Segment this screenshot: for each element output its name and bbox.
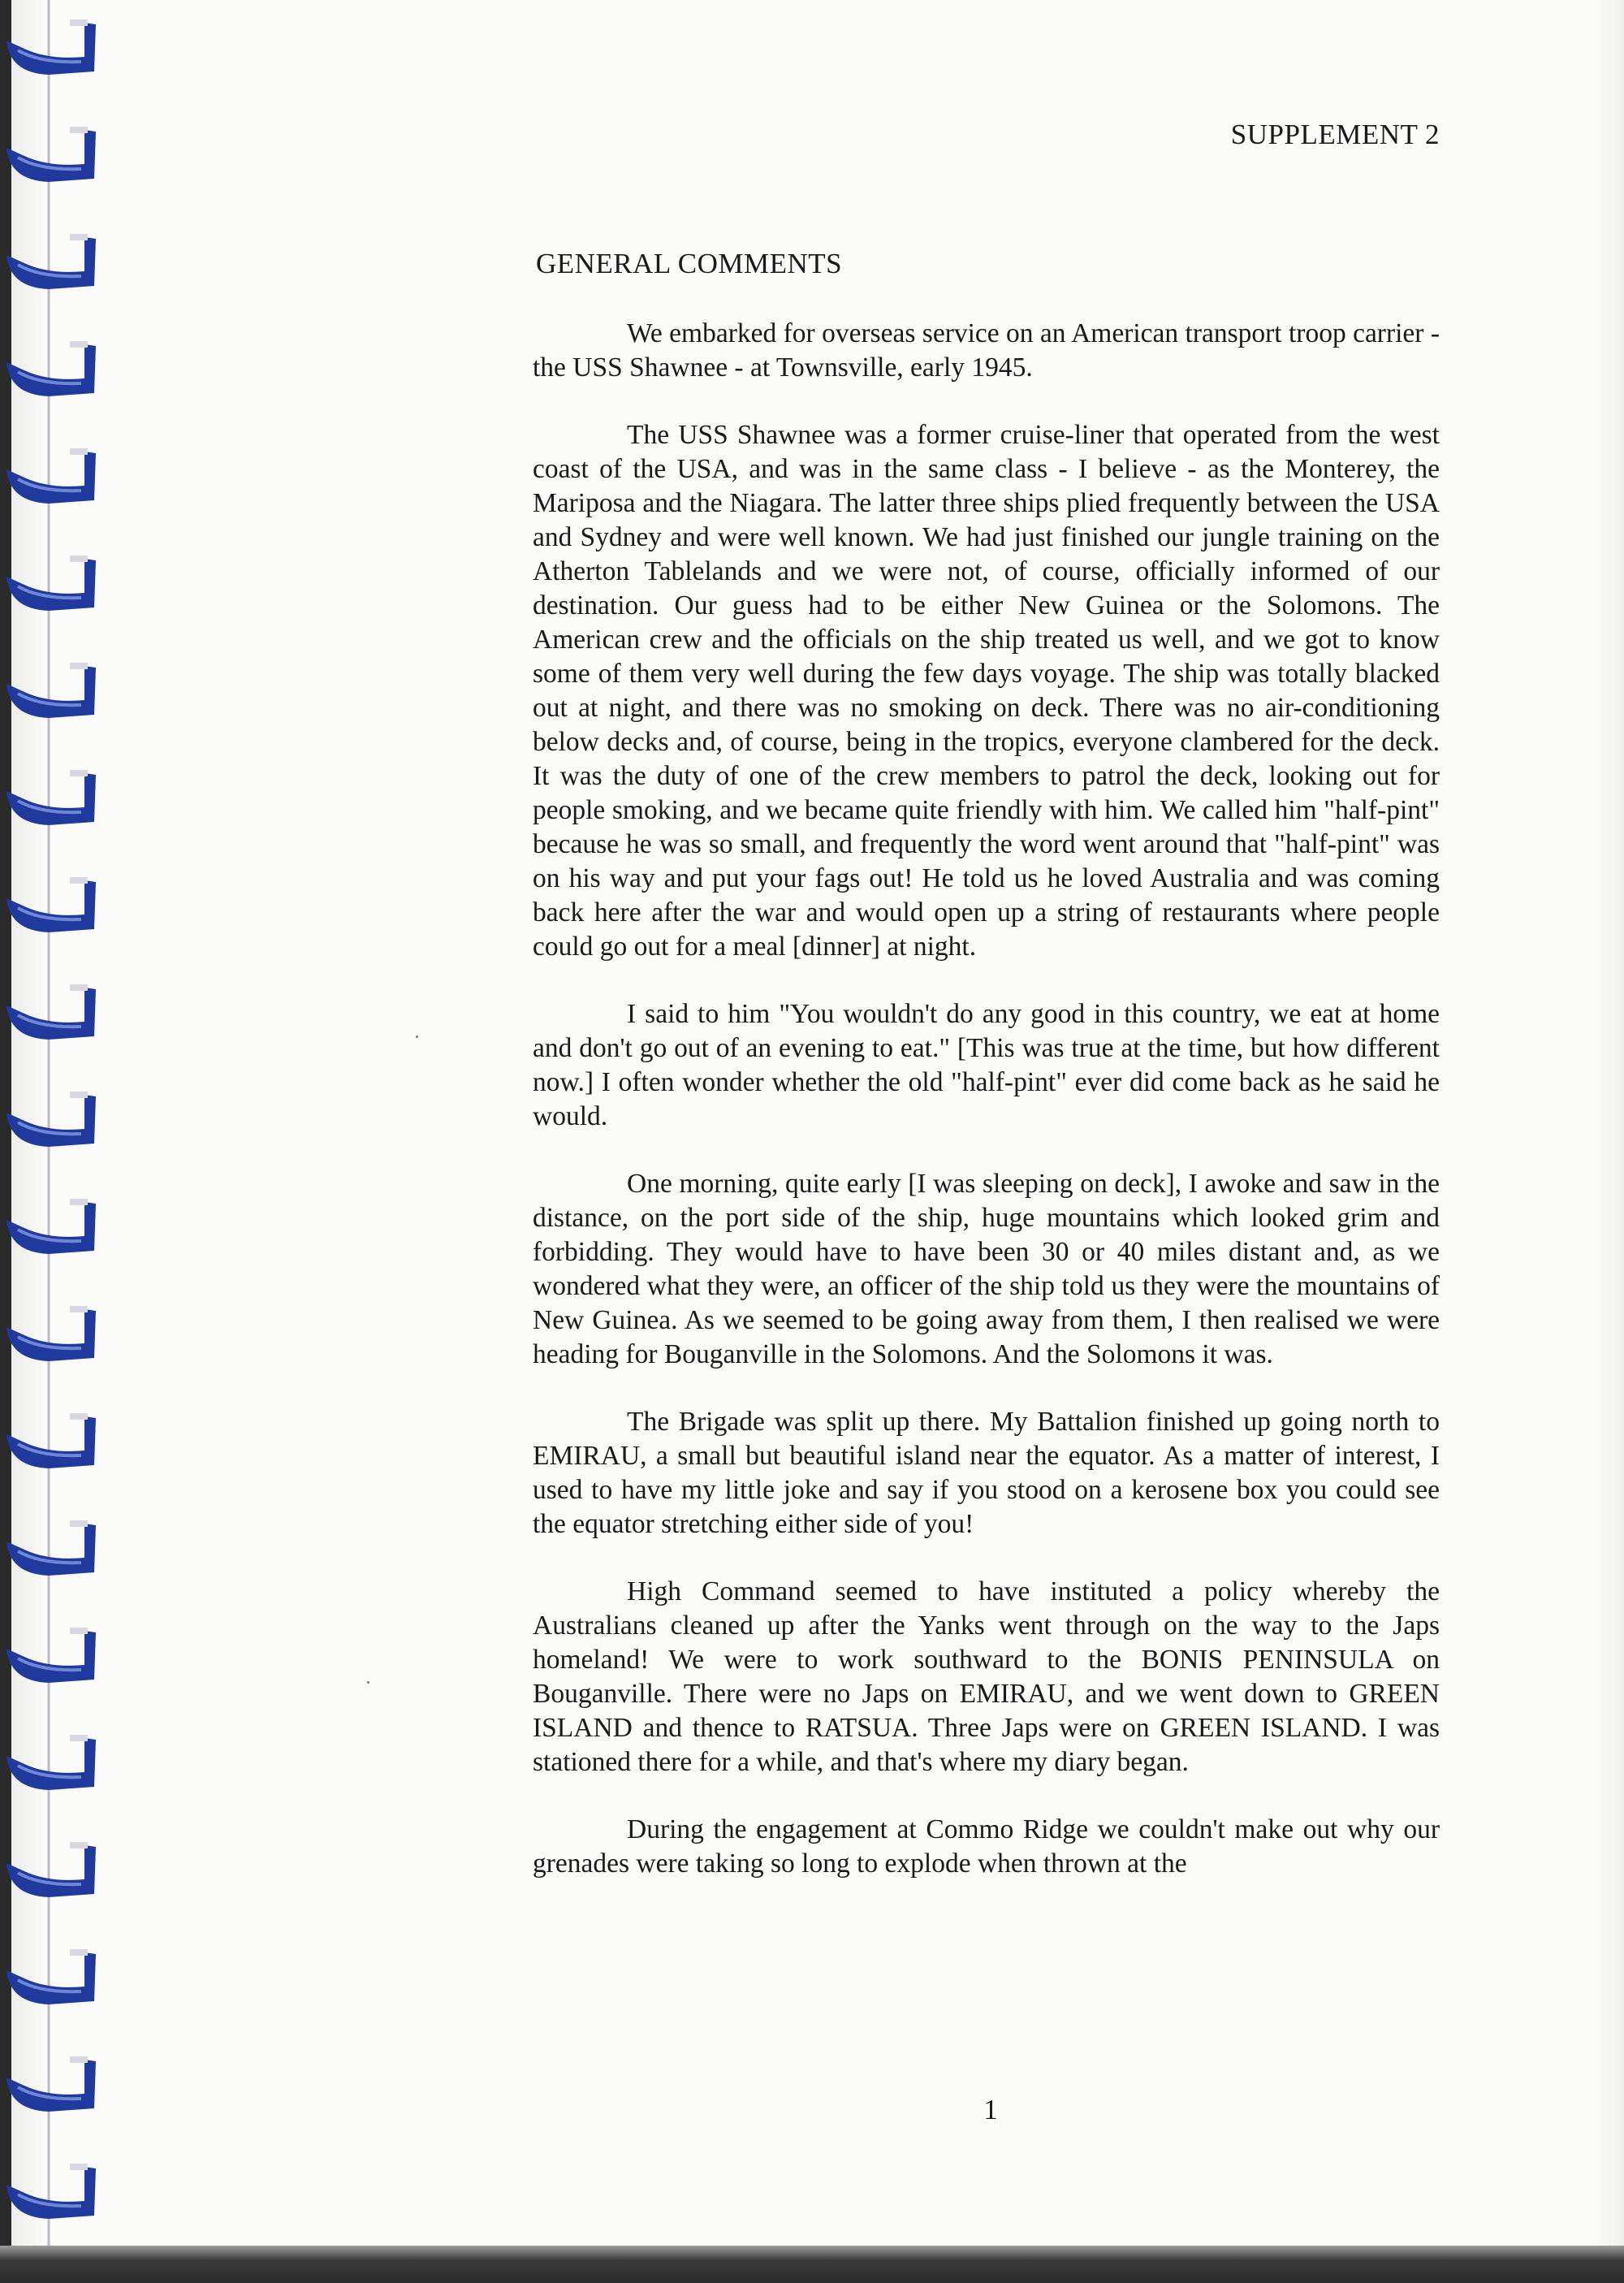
binding-coil — [6, 877, 96, 932]
section-heading: GENERAL COMMENTS — [536, 248, 843, 279]
binding-coil — [6, 984, 96, 1040]
page-number: 1 — [983, 2094, 998, 2125]
paragraph: The USS Shawnee was a former cruise-liner that operated from the west coast of the USA, and was in the same class - I believe - as the Monterey, the Mariposa and the Niagara. The latter three ships plied frequently between the USA and Sydney and were well known. We had just finished our jungle training on the Atherton Tablelands and we were not, of course, officially informed of our destination. Our guess had to be either New Guinea or the Solomons. The American crew and the officials on the ship treated us well, and we got to know some of them very well during the few days voyage. The ship was totally blacked out at night, and there was no smoking on deck. There was no air-conditioning below decks and, of course, being in the tropics, everyone clambered for the deck. It was the duty of one of the crew members to patrol the deck, looking out for people smoking, and we became quite friendly with him. We called him "half-pint" because he was so small, and frequently the word went around that "half-pint" was on his way and put your fags out! He told us he loved Australia and was coming back here after the war and would open up a string of restaurants where people could go out for a meal [dinner] at night. — [533, 420, 1440, 962]
scan-speck — [416, 1036, 418, 1038]
binding-coil — [6, 1413, 96, 1468]
binding-coil — [6, 2056, 96, 2112]
scan-speck — [367, 1681, 369, 1684]
paragraph: During the engagement at Commo Ridge we couldn't make out why our grenades were taking so long to explode when thrown at the — [533, 1814, 1440, 1879]
spiral-binding — [0, 0, 106, 2283]
binding-coil — [6, 234, 96, 289]
binding-coil — [6, 448, 96, 504]
binding-coil — [6, 1842, 96, 1897]
paragraph: High Command seemed to have instituted a policy whereby the Australians cleaned up after the Yanks went through on the way to the Japs homeland! We were to work southward to the BONIS PENINSULA on Bouganville. There were no Japs on EMIRAU, and we went down to GREEN ISLAND and thence to RATSUA. Three Japs were on GREEN ISLAND. I was stationed there for a while, and that's where my diary began. — [533, 1576, 1440, 1777]
paragraph: The Brigade was split up there. My Battalion finished up going north to EMIRAU, a small but beautiful island near the equator. As a matter of interest, I used to have my little joke and say if you stood on a kerosene box you could see the equator stretching either side of you! — [533, 1407, 1440, 1539]
paragraph: We embarked for overseas service on an American transport troop carrier - the USS Shawnee - at Townsville, early 1945. — [533, 318, 1440, 383]
binding-coil — [6, 1735, 96, 1790]
paragraph: I said to him "You wouldn't do any good in this country, we eat at home and don't go out of an evening to eat." [This was true at the time, but how different now.] I often wonder whether the old "half-pint" ever did come back as he said he would. — [533, 999, 1440, 1131]
binding-coil — [6, 1199, 96, 1254]
binding-coil — [6, 19, 96, 75]
paragraph: One morning, quite early [I was sleeping on deck], I awoke and saw in the distance, on the port side of the ship, huge mountains which looked grim and forbidding. They would have to have been 30 or 40 miles distant and, as we wondered what they were, an officer of the ship told us they were the mountains of New Guinea. As we seemed to be going away from them, I then realised we were heading for Bouganville in the Solomons. And the Solomons it was. — [533, 1169, 1440, 1369]
binding-coils-graphic — [0, 0, 106, 2283]
binding-coil — [6, 1628, 96, 1683]
binding-coil — [6, 1520, 96, 1576]
binding-coil — [6, 663, 96, 718]
binding-coil — [6, 2164, 96, 2219]
binding-coil — [6, 127, 96, 182]
scan-bottom-shadow — [0, 2246, 1624, 2283]
binding-coil — [6, 1949, 96, 2004]
binding-coil — [6, 1306, 96, 1361]
supplement-label: SUPPLEMENT 2 — [1230, 119, 1440, 150]
binding-coil — [6, 341, 96, 396]
binding-coil — [6, 556, 96, 611]
body-text — [533, 317, 1440, 1914]
binding-coil — [6, 770, 96, 825]
binding-coil — [6, 1092, 96, 1147]
